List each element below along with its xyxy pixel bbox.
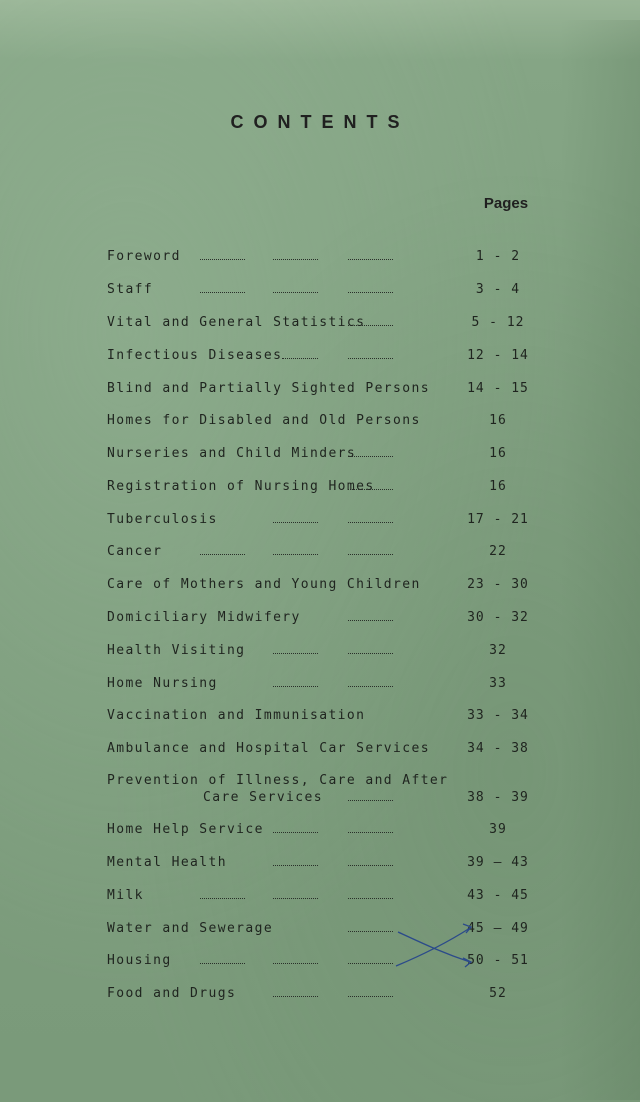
toc-entry-pages: 1 - 2 [475, 249, 521, 264]
dot-leader [200, 896, 245, 899]
toc-entry-pages: 22 [489, 544, 507, 559]
dot-leader [200, 961, 245, 964]
toc-row [0, 544, 640, 566]
toc-entry-pages: 52 [489, 986, 507, 1001]
toc-row [0, 249, 640, 271]
toc-entry-label: Infectious Diseases [107, 348, 283, 363]
toc-entry-label: Food and Drugs [107, 986, 237, 1001]
toc-row [0, 479, 640, 501]
toc-entry-pages: 43 - 45 [467, 888, 529, 903]
toc-entry-label: Nurseries and Child Minders [107, 446, 357, 461]
toc-entry-label: Staff [107, 282, 154, 297]
paper-stain [0, 0, 640, 60]
dot-leader [348, 863, 393, 866]
dot-leader [348, 684, 393, 687]
toc-row [0, 953, 640, 975]
toc-entry-label: Prevention of Illness, Care and After [107, 773, 449, 788]
toc-entry-pages: 17 - 21 [467, 512, 529, 527]
dot-leader [273, 552, 318, 555]
toc-entry-pages: 30 - 32 [467, 610, 529, 625]
dot-leader [348, 356, 393, 359]
dot-leader [348, 830, 393, 833]
dot-leader [348, 618, 393, 621]
toc-entry-pages: 39 – 43 [467, 855, 529, 870]
pages-column-header: Pages [483, 195, 529, 212]
toc-entry-pages: 12 - 14 [467, 348, 529, 363]
toc-row [0, 512, 640, 534]
toc-row [0, 741, 640, 763]
toc-entry-pages: 39 [489, 822, 507, 837]
toc-entry-pages: 14 - 15 [467, 381, 529, 396]
toc-row [0, 643, 640, 665]
dot-leader [273, 684, 318, 687]
toc-entry-label: Cancer [107, 544, 163, 559]
dot-leader [273, 896, 318, 899]
dot-leader [282, 356, 318, 359]
dot-leader [348, 520, 393, 523]
dot-leader [273, 863, 318, 866]
toc-row [0, 921, 640, 943]
dot-leader [200, 290, 245, 293]
toc-entry-pages: 45 – 49 [467, 921, 529, 936]
dot-leader [273, 994, 318, 997]
toc-entry-pages: 33 [489, 676, 507, 691]
dot-leader [348, 896, 393, 899]
toc-row [0, 790, 640, 812]
toc-entry-label: Vital and General Statistics [107, 315, 366, 330]
dot-leader [273, 961, 318, 964]
toc-entry-label: Housing [107, 953, 172, 968]
toc-entry-pages: 34 - 38 [467, 741, 529, 756]
dot-leader [273, 651, 318, 654]
toc-entry-pages: 16 [489, 413, 507, 428]
toc-row [0, 855, 640, 877]
toc-entry-label: Water and Sewerage [107, 921, 274, 936]
toc-row [0, 348, 640, 370]
toc-entry-pages: 50 - 51 [467, 953, 529, 968]
toc-entry-label: Homes for Disabled and Old Persons [107, 413, 421, 428]
dot-leader [348, 961, 393, 964]
dot-leader [200, 552, 245, 555]
dot-leader [348, 290, 393, 293]
toc-row [0, 282, 640, 304]
toc-row [0, 986, 640, 1008]
toc-row [0, 577, 640, 599]
toc-entry-label: Foreword [107, 249, 181, 264]
toc-row [0, 610, 640, 632]
toc-entry-pages: 33 - 34 [467, 708, 529, 723]
dot-leader [348, 994, 393, 997]
dot-leader [348, 323, 393, 326]
toc-row [0, 888, 640, 910]
toc-row [0, 413, 640, 435]
toc-entry-pages: 5 - 12 [471, 315, 525, 330]
toc-entry-label: Ambulance and Hospital Car Services [107, 741, 430, 756]
toc-entry-label: Home Nursing [107, 676, 218, 691]
dot-leader [348, 552, 393, 555]
toc-row [0, 381, 640, 403]
toc-entry-label: Blind and Partially Sighted Persons [107, 381, 430, 396]
toc-entry-pages: 23 - 30 [467, 577, 529, 592]
toc-entry-label: Care of Mothers and Young Children [107, 577, 421, 592]
toc-entry-label: Home Help Service [107, 822, 264, 837]
dot-leader [273, 830, 318, 833]
toc-row [0, 315, 640, 337]
toc-entry-label: Care Services [203, 790, 323, 805]
dot-leader [348, 454, 393, 457]
toc-entry-pages: 16 [489, 479, 507, 494]
toc-entry-label: Tuberculosis [107, 512, 218, 527]
toc-entry-label: Registration of Nursing Homes [107, 479, 375, 494]
toc-entry-pages: 32 [489, 643, 507, 658]
page-title: CONTENTS [230, 112, 410, 132]
toc-entry-pages: 3 - 4 [475, 282, 521, 297]
dot-leader [348, 257, 393, 260]
toc-row [0, 676, 640, 698]
toc-entry-label: Mental Health [107, 855, 227, 870]
toc-entry-pages: 38 - 39 [467, 790, 529, 805]
dot-leader [348, 798, 393, 801]
dot-leader [273, 257, 318, 260]
toc-entry-label: Health Visiting [107, 643, 246, 658]
toc-row [0, 708, 640, 730]
toc-row [0, 446, 640, 468]
dot-leader [348, 487, 393, 490]
toc-entry-label: Vaccination and Immunisation [107, 708, 366, 723]
dot-leader [273, 290, 318, 293]
toc-row [0, 822, 640, 844]
toc-entry-label: Domiciliary Midwifery [107, 610, 301, 625]
dot-leader [273, 520, 318, 523]
dot-leader [200, 257, 245, 260]
toc-entry-label: Milk [107, 888, 144, 903]
dot-leader [348, 929, 393, 932]
toc-entry-pages: 16 [489, 446, 507, 461]
dot-leader [348, 651, 393, 654]
